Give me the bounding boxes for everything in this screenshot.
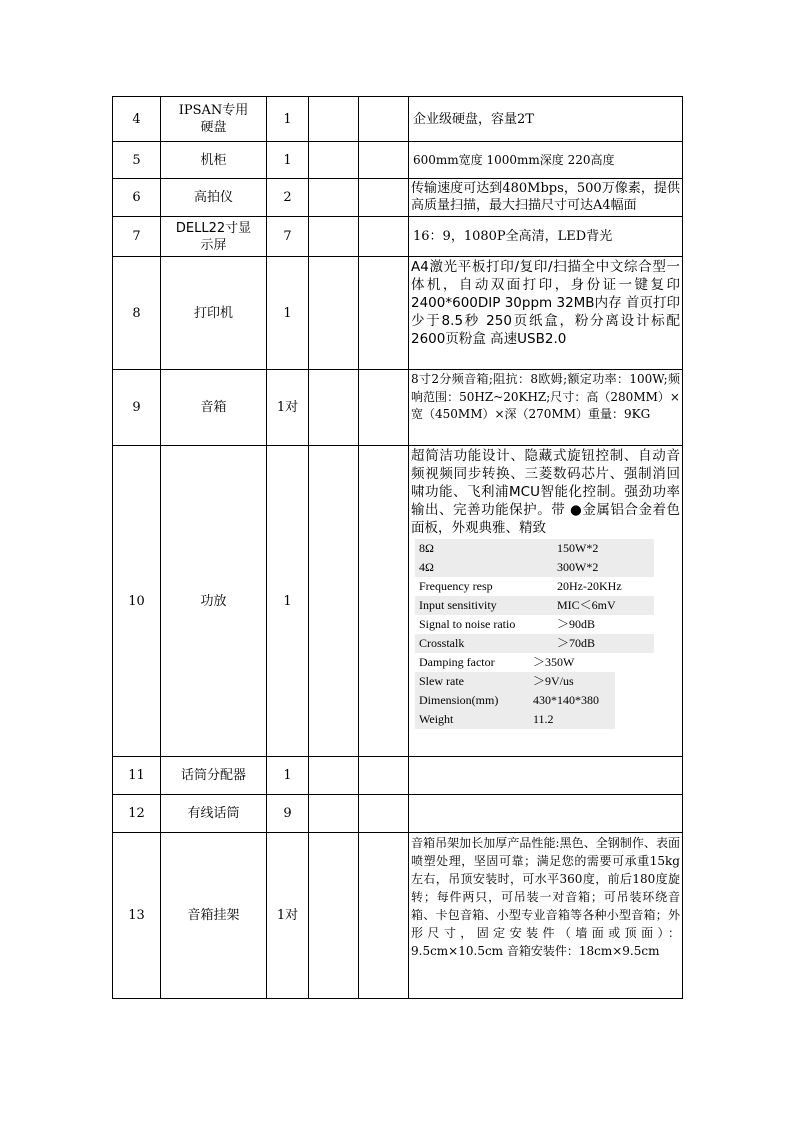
item-description: 音箱吊架加长加厚产品性能:黑色、全钢制作、表面喷塑处理，坚固可靠；满足您的需要可承重15kg左右，吊顶安装时，可水平360度，前后180度旋转；每件两只，可吊装一对音箱；可吊装环绕音箱、卡包音箱、小型专业音箱等各种小型音箱；外形尺寸，固定安装件（墙面或顶面）：9.5cm×10.5cm 音箱安装件：18cm×9.5cm bbox=[409, 833, 683, 999]
table-row bbox=[113, 833, 683, 999]
empty-cell bbox=[359, 757, 409, 795]
spec-key: Crosstalk bbox=[415, 634, 553, 653]
empty-cell bbox=[359, 217, 409, 257]
spec-key: Damping factor bbox=[419, 655, 495, 669]
spec-key: 4Ω bbox=[415, 558, 553, 577]
item-description bbox=[409, 795, 683, 833]
table-row bbox=[113, 179, 683, 217]
item-quantity: 9 bbox=[267, 795, 309, 833]
item-name: 机柜 bbox=[161, 142, 267, 179]
empty-cell bbox=[359, 97, 409, 142]
empty-cell bbox=[359, 179, 409, 217]
empty-cell bbox=[359, 795, 409, 833]
item-description: 超简洁功能设计、隐藏式旋钮控制、自动音频视频同步转换、三菱数码芯片、强制消回啸功能、飞利浦MCU智能化控制。强劲功率输出、完善功能保护。带 ●金属铝合金着色面板，外观典雅、精致 bbox=[411, 448, 680, 536]
row-number: 11 bbox=[113, 757, 161, 795]
item-name: 高拍仪 bbox=[161, 179, 267, 217]
item-name: DELL22寸显示屏 bbox=[161, 217, 267, 257]
item-description: 企业级硬盘，容量2T bbox=[409, 97, 683, 142]
table-row bbox=[113, 446, 683, 757]
amplifier-specs-table-2 bbox=[415, 653, 615, 729]
empty-cell bbox=[309, 757, 359, 795]
item-name: 功放 bbox=[161, 446, 267, 757]
empty-cell bbox=[359, 833, 409, 999]
item-description: 600mm宽度 1000mm深度 220高度 bbox=[409, 142, 683, 179]
item-quantity: 1 bbox=[267, 257, 309, 370]
equipment-table bbox=[112, 96, 683, 999]
spec-row bbox=[415, 558, 654, 577]
spec-row bbox=[415, 710, 615, 729]
empty-cell bbox=[309, 142, 359, 179]
empty-cell bbox=[359, 446, 409, 757]
row-number: 9 bbox=[113, 370, 161, 446]
item-quantity: 1对 bbox=[267, 833, 309, 999]
item-quantity: 1 bbox=[267, 757, 309, 795]
spec-value: ＞70dB bbox=[553, 634, 654, 653]
spec-value: 20Hz-20KHz bbox=[557, 579, 622, 593]
item-name: 音箱挂架 bbox=[161, 833, 267, 999]
item-name: 打印机 bbox=[161, 257, 267, 370]
row-number: 4 bbox=[113, 97, 161, 142]
spec-value: ＞9V/us bbox=[529, 672, 615, 691]
item-quantity: 1 bbox=[267, 97, 309, 142]
spec-value: 300W*2 bbox=[553, 558, 654, 577]
item-description: A4激光平板打印/复印/扫描全中文综合型一体机，自动双面打印，身份证一键复印 2400*600DIP 30ppm 32MB内存 首页打印少于8.5秒 250页纸盒，粉分离设计标配2600页粉盒 高速USB2.0 bbox=[409, 257, 683, 370]
item-quantity: 7 bbox=[267, 217, 309, 257]
table-row bbox=[113, 142, 683, 179]
spec-value: ＞90dB bbox=[557, 617, 596, 631]
empty-cell bbox=[309, 833, 359, 999]
row-number: 6 bbox=[113, 179, 161, 217]
empty-cell bbox=[359, 257, 409, 370]
spec-row bbox=[415, 691, 615, 710]
spec-value: MIC＜6mV bbox=[553, 596, 654, 615]
spec-row bbox=[415, 615, 654, 634]
empty-cell bbox=[309, 257, 359, 370]
spec-value: 11.2 bbox=[529, 710, 615, 729]
item-quantity: 2 bbox=[267, 179, 309, 217]
empty-cell bbox=[359, 370, 409, 446]
item-name: 话筒分配器 bbox=[161, 757, 267, 795]
item-description: 8寸2分频音箱;阻抗：8欧姆;额定功率：100W;频响范围：50HZ~20KHZ;尺寸：高（280MM）×宽（450MM）×深（270MM）重量：9KG bbox=[409, 370, 683, 446]
row-number: 13 bbox=[113, 833, 161, 999]
spec-row bbox=[415, 577, 654, 596]
item-name: IPSAN专用硬盘 bbox=[161, 97, 267, 142]
spec-key: Input sensitivity bbox=[415, 596, 553, 615]
table-row bbox=[113, 97, 683, 142]
table-row bbox=[113, 757, 683, 795]
spec-key: Slew rate bbox=[415, 672, 529, 691]
spec-row bbox=[415, 539, 654, 558]
empty-cell bbox=[309, 179, 359, 217]
row-number: 8 bbox=[113, 257, 161, 370]
empty-cell bbox=[309, 217, 359, 257]
spec-row bbox=[415, 634, 654, 653]
spec-key: Signal to noise ratio bbox=[419, 617, 516, 631]
table-row bbox=[113, 795, 683, 833]
spec-value: 430*140*380 bbox=[529, 691, 615, 710]
item-description-cell bbox=[409, 446, 683, 757]
amplifier-specs-table bbox=[415, 539, 654, 653]
spec-key: 8Ω bbox=[415, 539, 553, 558]
empty-cell bbox=[309, 97, 359, 142]
item-quantity: 1对 bbox=[267, 370, 309, 446]
item-description: 16：9，1080P全高清，LED背光 bbox=[409, 217, 683, 257]
spec-key: Dimension(mm) bbox=[415, 691, 529, 710]
spec-row bbox=[415, 596, 654, 615]
table-row bbox=[113, 217, 683, 257]
item-quantity: 1 bbox=[267, 142, 309, 179]
item-description: 传输速度可达到480Mbps，500万像素，提供高质量扫描，最大扫描尺寸可达A4幅面 bbox=[409, 179, 683, 217]
empty-cell bbox=[359, 142, 409, 179]
table-row bbox=[113, 257, 683, 370]
empty-cell bbox=[309, 795, 359, 833]
empty-cell bbox=[309, 370, 359, 446]
spec-row bbox=[415, 672, 615, 691]
item-description bbox=[409, 757, 683, 795]
row-number: 5 bbox=[113, 142, 161, 179]
spec-row bbox=[415, 653, 615, 672]
spec-key: Frequency resp bbox=[419, 579, 493, 593]
row-number: 7 bbox=[113, 217, 161, 257]
spec-key: Weight bbox=[415, 710, 529, 729]
empty-cell bbox=[309, 446, 359, 757]
item-name: 有线话筒 bbox=[161, 795, 267, 833]
spec-value: 150W*2 bbox=[553, 539, 654, 558]
row-number: 10 bbox=[113, 446, 161, 757]
item-name: 音箱 bbox=[161, 370, 267, 446]
item-quantity: 1 bbox=[267, 446, 309, 757]
row-number: 12 bbox=[113, 795, 161, 833]
table-row bbox=[113, 370, 683, 446]
spec-value: ＞350W bbox=[533, 655, 575, 669]
